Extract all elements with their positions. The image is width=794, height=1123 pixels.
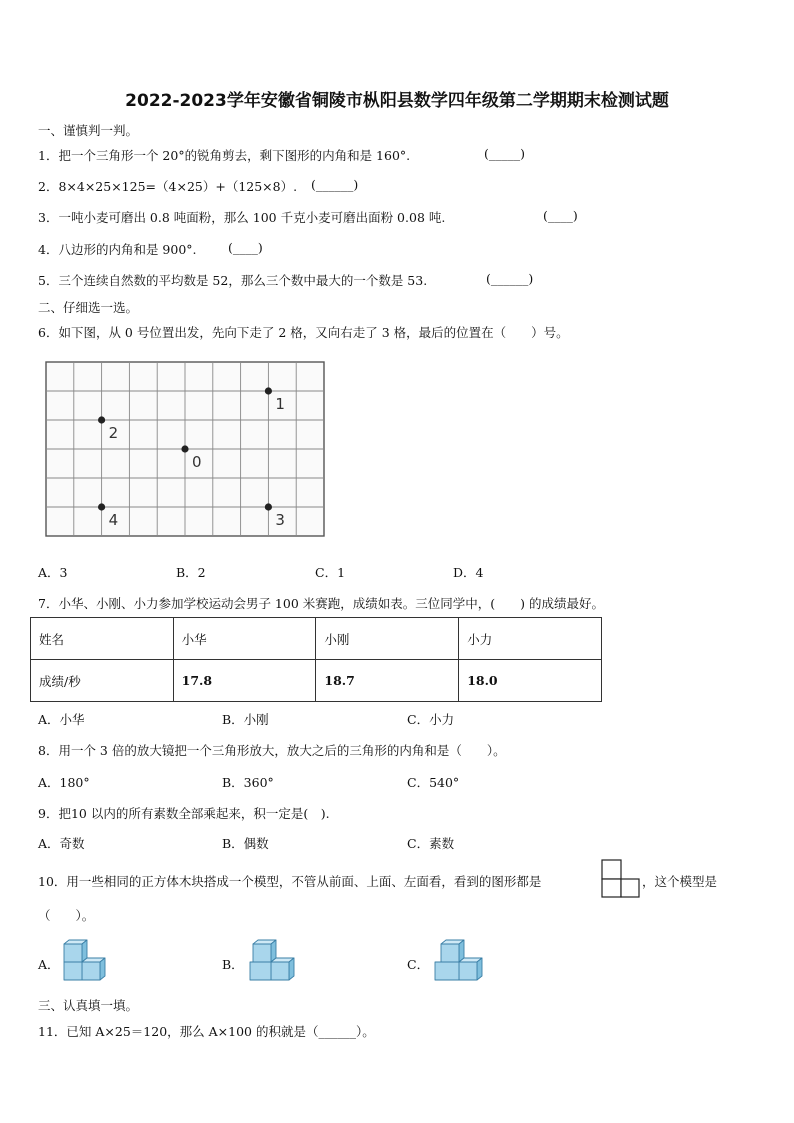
grid-point: [98, 503, 105, 510]
question-2-text: 2．8×4×25×125=（4×25）+（125×8）.: [38, 179, 298, 194]
table-cell: 成绩/秒: [31, 660, 174, 702]
table-cell: 18.0: [459, 660, 602, 702]
grid-point: [98, 416, 105, 423]
table-row: [31, 618, 602, 660]
question-11-text: 11．已知 A×25＝120，那么 A×100 的积就是（______）。: [38, 1024, 375, 1039]
question-10-text-c: （ ）。: [38, 908, 95, 923]
grid-point: [265, 387, 272, 394]
q6-option-c[interactable]: C．1: [315, 565, 346, 580]
q10-option-a[interactable]: A．: [38, 957, 60, 972]
grid-point-label: 0: [192, 453, 202, 471]
question-10-text-a: 10．用一些相同的正方体木块搭成一个模型，不管从前面、上面、左面看，看到的图形都是: [38, 874, 542, 889]
table-cell: 18.7: [316, 660, 459, 702]
grid-point: [265, 503, 272, 510]
table-cell: 17.8: [173, 660, 316, 702]
table-cell: 小刚: [316, 618, 459, 660]
q8-option-c[interactable]: C．540°: [407, 775, 460, 790]
question-9-text: 9．把10 以内的所有素数全部乘起来，积一定是( ).: [38, 806, 330, 821]
cube-model-c-icon: [432, 938, 486, 986]
question-7-text: 7．小华、小刚、小力参加学校运动会男子 100 米赛跑，成绩如表。三位同学中，( ) 的成绩最好。: [38, 596, 604, 611]
question-1-text: 1．把一个三角形一个 20°的锐角剪去，剩下图形的内角和是 160°.: [38, 148, 411, 163]
question-10-text-b: ，这个模型是: [642, 874, 718, 889]
cube-model-a-icon: [60, 938, 112, 986]
grid-point-label: 2: [108, 424, 119, 442]
q7-option-c[interactable]: C．小力: [407, 712, 455, 727]
section-2-heading: 二、仔细选一选。: [38, 300, 139, 315]
position-grid-figure: [42, 360, 328, 540]
grid-point-label: 3: [275, 511, 285, 529]
q7-option-a[interactable]: A．小华: [38, 712, 85, 727]
question-4-text: 4．八边形的内角和是 900°.: [38, 242, 197, 257]
table-cell: 姓名: [31, 618, 174, 660]
q9-option-c[interactable]: C．素数: [407, 836, 455, 851]
section-3-heading: 三、认真填一填。: [38, 998, 139, 1013]
grid-point: [181, 445, 188, 452]
q10-option-b[interactable]: B．: [222, 957, 244, 972]
grid-point-label: 4: [108, 511, 119, 529]
q7-option-b[interactable]: B．小刚: [222, 712, 269, 727]
question-5-blank[interactable]: (______): [486, 271, 534, 286]
q6-option-a[interactable]: A．3: [38, 565, 68, 580]
grid-point-label: 1: [275, 395, 285, 413]
question-1-blank[interactable]: (_____): [484, 146, 526, 161]
question-1: [38, 146, 410, 164]
table-row: [31, 660, 602, 702]
question-8-text: 8．用一个 3 倍的放大镜把一个三角形放大，放大之后的三角形的内角和是（ ）。: [38, 743, 506, 758]
grid-svg: [42, 360, 328, 540]
q6-option-b[interactable]: B．2: [176, 565, 206, 580]
three-view-shape-icon: [601, 859, 641, 899]
page-title: 2022-2023学年安徽省铜陵市枞阳县数学四年级第二学期期末检测试题: [125, 91, 669, 111]
q6-option-d[interactable]: D．4: [453, 565, 484, 580]
question-5-text: 5．三个连续自然数的平均数是 52，那么三个数中最大的一个数是 53.: [38, 273, 428, 288]
question-4-blank[interactable]: (____): [228, 240, 263, 255]
q9-option-b[interactable]: B．偶数: [222, 836, 269, 851]
q9-option-a[interactable]: A．奇数: [38, 836, 85, 851]
section-1-heading: 一、谨慎判一判。: [38, 123, 139, 138]
q8-option-a[interactable]: A．180°: [38, 775, 90, 790]
question-2-blank[interactable]: (______): [311, 177, 359, 192]
q10-option-c[interactable]: C．: [407, 957, 430, 972]
table-cell: 小力: [459, 618, 602, 660]
cube-model-b-icon: [246, 938, 298, 986]
question-3-blank[interactable]: (____): [543, 208, 578, 223]
question-3-text: 3．一吨小麦可磨出 0.8 吨面粉，那么 100 千克小麦可磨出面粉 0.08 吨.: [38, 210, 446, 225]
table-cell: 小华: [173, 618, 316, 660]
q8-option-b[interactable]: B．360°: [222, 775, 274, 790]
question-6-text: 6．如下图，从 0 号位置出发，先向下走了 2 格，又向右走了 3 格，最后的位置在（ ）号。: [38, 325, 569, 340]
scores-table: [30, 617, 602, 702]
